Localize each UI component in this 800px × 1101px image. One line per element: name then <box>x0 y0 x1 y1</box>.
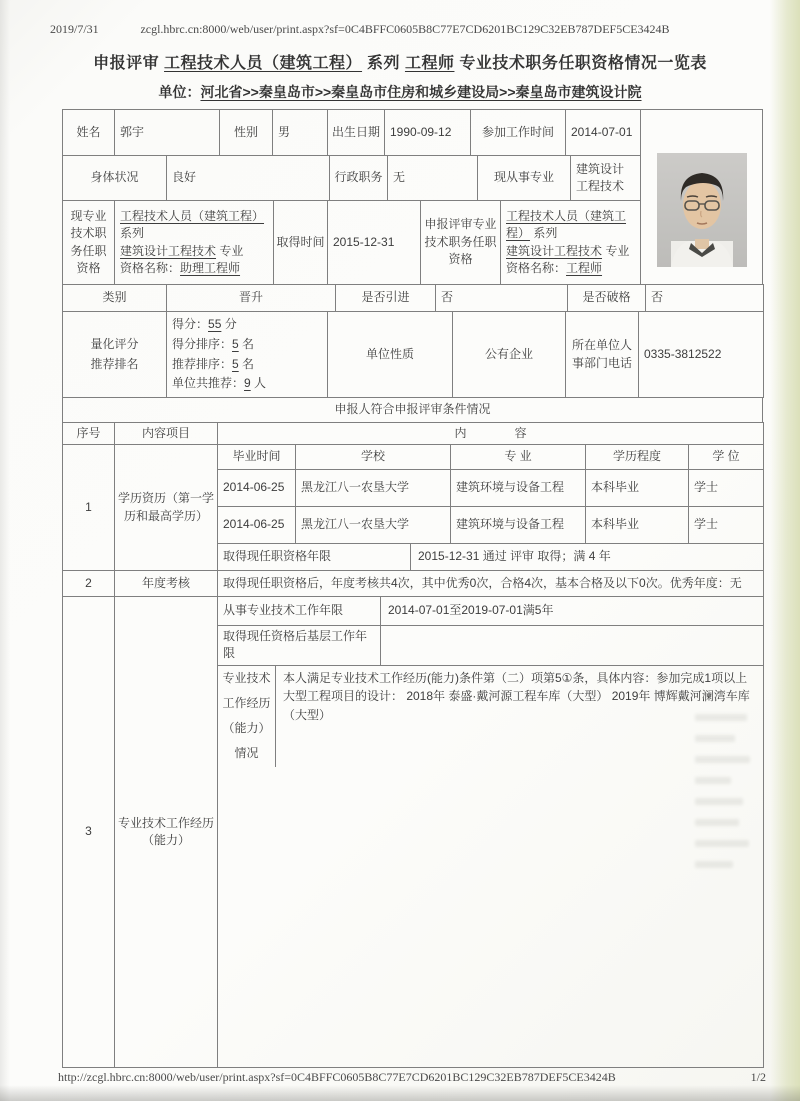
hr-phone-value: 0335-3812522 <box>639 312 764 398</box>
tenure-label: 取得现任职资格年限 <box>218 544 411 570</box>
title-prefix: 申报评审 <box>93 55 165 72</box>
title-rank: 工程师 <box>404 55 455 72</box>
experience-table <box>62 596 764 1068</box>
admin-duty-label: 行政职务 <box>330 156 388 201</box>
applicant-photo <box>657 153 747 267</box>
edu-degree: 本科毕业 <box>586 507 689 544</box>
unit-type-value: 公有企业 <box>453 312 566 398</box>
import-label: 是否引进 <box>336 285 436 312</box>
edu-school: 黑龙江八一农垦大学 <box>296 507 451 544</box>
gender-label: 性别 <box>220 110 273 156</box>
scan-edge-left <box>0 0 10 1101</box>
score-label <box>63 312 167 398</box>
footer-url: http://zcgl.hbrc.cn:8000/web/user/print.aspx?sf=0C4BFFC0605B8C77E7CD6201BC129C32EB787DEF5CE3424B <box>58 1070 616 1084</box>
score-label-line1: 量化评分 <box>90 337 139 352</box>
birth-value: 1990-09-12 <box>385 110 471 156</box>
page-title <box>40 50 760 73</box>
row3-item: 专业技术工作经历（能力） <box>115 597 218 1068</box>
apply-major-rest: 专业 <box>602 243 630 258</box>
current-qual-value <box>115 201 274 285</box>
birth-label: 出生日期 <box>328 110 385 156</box>
personal-info-table <box>62 109 763 285</box>
name-label: 姓名 <box>63 110 115 156</box>
section-header: 申报人符合申报评审条件情况 <box>63 398 763 423</box>
edu-date: 2014-06-25 <box>218 507 296 544</box>
grassroots-value <box>381 626 763 665</box>
apply-qual-label: 申报评审专业技术职务任职资格 <box>421 201 501 285</box>
edu-header-school: 学校 <box>296 445 451 470</box>
scan-edge-right <box>770 0 800 1101</box>
edu-diploma: 学士 <box>689 470 764 507</box>
edu-major: 建筑环境与设备工程 <box>451 507 586 544</box>
apply-series: 工程技术人员（建筑工程） <box>506 208 627 241</box>
work-years-value: 2014-07-01至2019-07-01满5年 <box>388 603 554 618</box>
print-url: zcgl.hbrc.cn:8000/web/user/print.aspx?sf=0C4BFFC0605B8C77E7CD6201BC129C32EB787DEF5CE3424B <box>140 22 670 36</box>
work-start-value: 2014-07-01 <box>566 110 641 156</box>
unit-value: 河北省>>秦皇岛市>>秦皇岛市住房和城乡建设局>>秦皇岛市建筑设计院 <box>200 84 642 100</box>
row1-item: 学历资历（第一学历和最高学历） <box>115 445 218 571</box>
edu-degree: 本科毕业 <box>586 470 689 507</box>
apply-cert-label: 资格名称： <box>506 260 567 275</box>
category-table <box>62 284 764 312</box>
edu-major: 建筑环境与设备工程 <box>451 470 586 507</box>
row2-item: 年度考核 <box>115 571 218 597</box>
content-columns-table <box>62 422 764 445</box>
current-cert-name: 助理工程师 <box>180 260 241 275</box>
score-line-total: 得分：55 分 <box>172 316 237 331</box>
profession-label: 现从事专业 <box>478 156 571 201</box>
work-years-row <box>218 597 764 626</box>
edu-header-diploma: 学 位 <box>689 445 764 470</box>
title-suffix: 专业技术职务任职资格情况一览表 <box>454 55 707 72</box>
edu-date: 2014-06-25 <box>218 470 296 507</box>
print-header <box>50 22 760 38</box>
experience-detail-text: 本人满足专业技术工作经历(能力)条件第（二）项第5①条，具体内容：参加完成1项以上大型工程项目的设计： 2018年 泰盛·戴河源工程车库（大型） 2019年 博辉戴河澜湾车库（大型） <box>283 670 750 722</box>
col-content-header: 内 容 <box>218 423 764 445</box>
unit-type-label: 单位性质 <box>328 312 453 398</box>
section-header-table <box>62 397 763 423</box>
edu-header-degree: 学历程度 <box>586 445 689 470</box>
unit-line <box>40 82 760 102</box>
category-value: 晋升 <box>167 285 336 312</box>
col-item-header: 内容项目 <box>115 423 218 445</box>
row1-no: 1 <box>63 445 115 571</box>
score-label-line2: 推荐排名 <box>90 356 139 371</box>
profession-value: 建筑设计工程技术 <box>571 156 641 201</box>
exception-label: 是否破格 <box>568 285 646 312</box>
print-footer <box>58 1070 766 1085</box>
info-row-2 <box>62 155 641 201</box>
score-values <box>167 312 328 398</box>
admin-duty-value: 无 <box>388 156 478 201</box>
print-date: 2019/7/31 <box>50 22 99 36</box>
edu-school: 黑龙江八一农垦大学 <box>296 470 451 507</box>
tenure-row <box>218 544 764 571</box>
current-series: 工程技术人员（建筑工程） <box>120 208 265 223</box>
tenure-value: 2015-12-31 通过 评审 取得；满 4 年 <box>418 549 611 564</box>
current-major: 建筑设计工程技术 <box>120 243 217 258</box>
experience-detail-label: 专业技术 工作经历 （能力） 情况 <box>218 666 276 767</box>
grassroots-label: 取得现任资格后基层工作年限 <box>218 626 381 665</box>
score-line-recommend: 推荐排序：5 名 <box>172 356 255 371</box>
obtain-time-label: 取得时间 <box>274 201 328 285</box>
education-table <box>62 444 764 571</box>
unit-label: 单位： <box>158 84 201 100</box>
score-line-rank: 得分排序：5 名 <box>172 336 255 351</box>
score-line-unit-total: 单位共推荐：9 人 <box>172 376 267 391</box>
gender-value: 男 <box>273 110 328 156</box>
row3-no: 3 <box>63 597 115 1068</box>
name-value: 郭宇 <box>115 110 220 156</box>
health-label: 身体状况 <box>63 156 167 201</box>
info-row-1 <box>62 109 641 156</box>
current-cert-label: 资格名称： <box>120 260 181 275</box>
apply-major: 建筑设计工程技术 <box>506 243 603 258</box>
work-start-label: 参加工作时间 <box>471 110 566 156</box>
info-row-3 <box>62 200 641 285</box>
score-table <box>62 311 764 398</box>
title-mid: 系列 <box>362 55 405 72</box>
obtain-time-value: 2015-12-31 <box>328 201 421 285</box>
row2-no: 2 <box>63 571 115 597</box>
apply-qual-value <box>501 201 641 285</box>
current-qual-label: 现专业技术职务任职资格 <box>63 201 115 285</box>
assessment-text: 取得现任职资格后，年度考核共4次，其中优秀0次，合格4次，基本合格及以下0次。优秀年度：无 <box>218 571 764 597</box>
apply-series-rest: 系列 <box>530 226 558 241</box>
edu-header-major: 专 业 <box>451 445 586 470</box>
grassroots-row <box>218 626 764 666</box>
col-no-header: 序号 <box>63 423 115 445</box>
assessment-table <box>62 570 764 597</box>
hr-phone-label: 所在单位人事部门电话 <box>566 312 639 398</box>
footer-page-number: 1/2 <box>750 1070 766 1084</box>
edu-diploma: 学士 <box>689 507 764 544</box>
apply-cert-name: 工程师 <box>566 260 603 275</box>
current-major-rest: 专业 <box>216 243 244 258</box>
current-series-rest: 系列 <box>120 226 145 241</box>
exception-value: 否 <box>646 285 764 312</box>
title-series: 工程技术人员（建筑工程） <box>164 55 363 72</box>
import-value: 否 <box>436 285 568 312</box>
edu-header-date: 毕业时间 <box>218 445 296 470</box>
health-value: 良好 <box>167 156 330 201</box>
category-label: 类别 <box>63 285 167 312</box>
experience-detail-row <box>218 665 764 1067</box>
scan-edge-bottom <box>0 1085 800 1101</box>
photo-cell <box>641 109 763 285</box>
work-years-label: 从事专业技术工作年限 <box>218 597 381 625</box>
